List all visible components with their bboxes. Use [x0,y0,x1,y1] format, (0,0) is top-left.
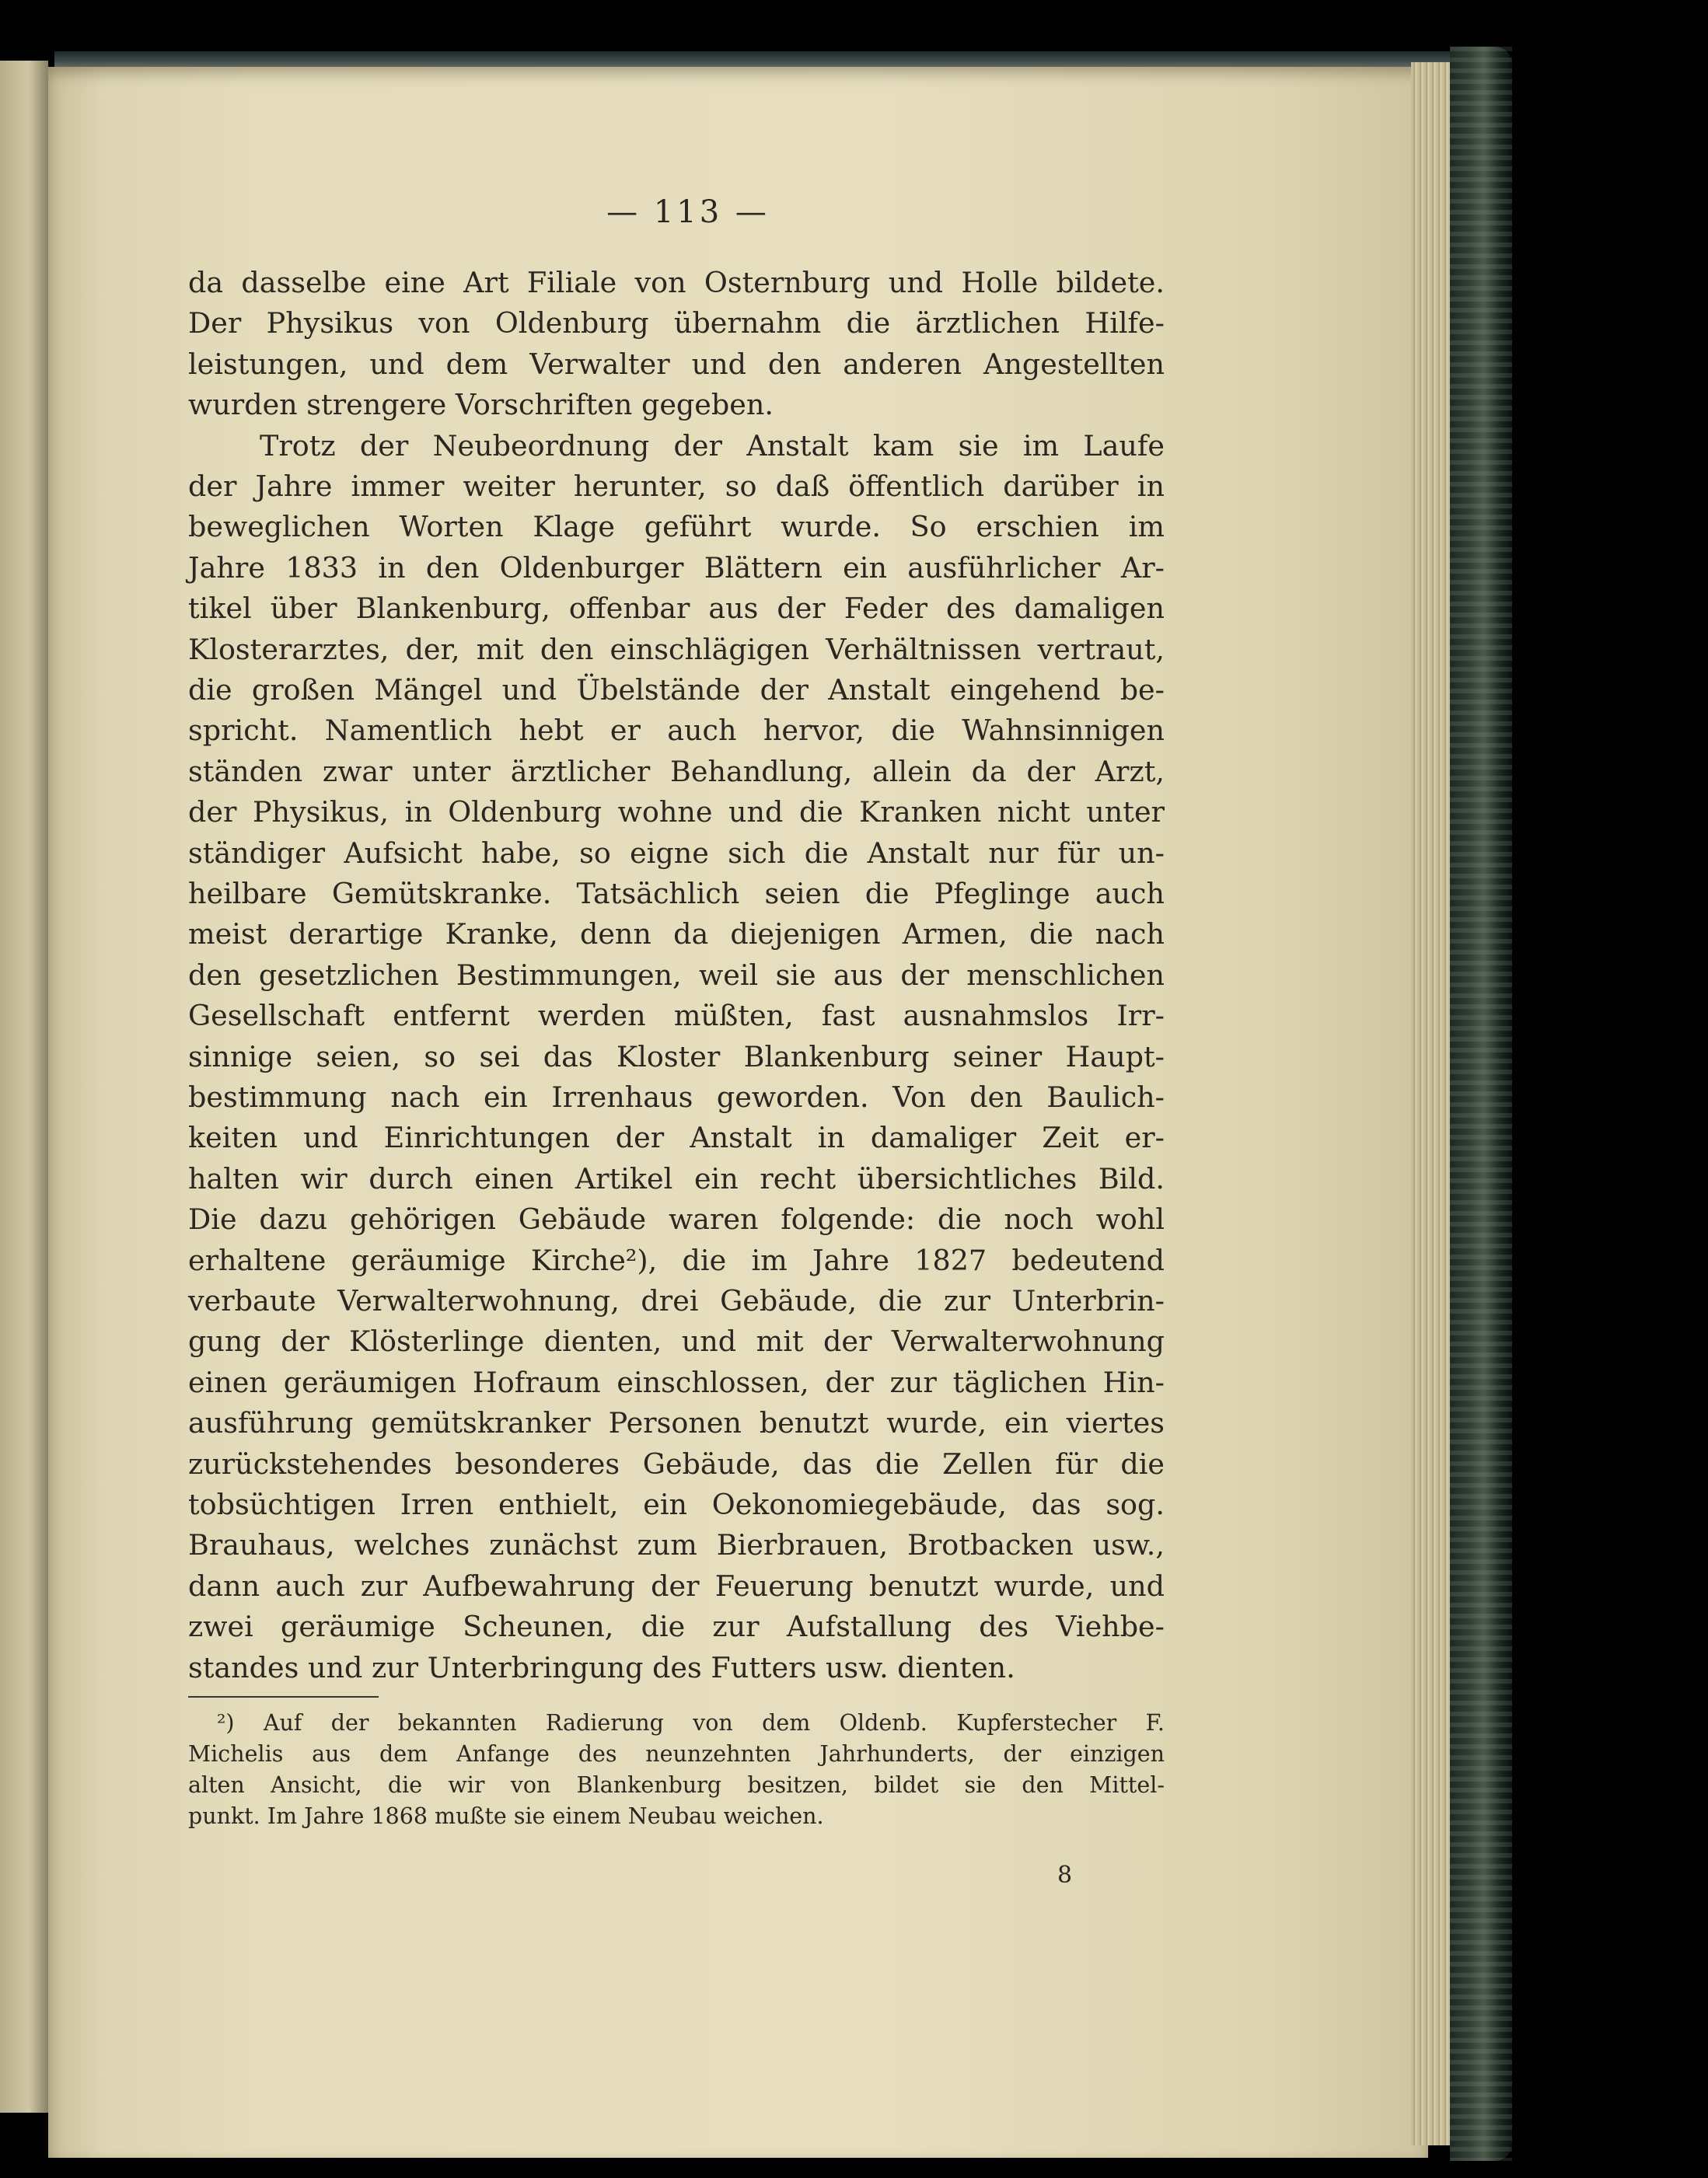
body-line: da dasselbe eine Art Filiale von Osternburg und Holle bildete. [188,266,1165,299]
body-line: sinnige seien, so sei das Kloster Blankenburg seiner Haupt- [188,1039,1165,1073]
body-line: die großen Mängel und Übelstände der Anstalt eingehend be- [188,673,1165,707]
body-line: zurückstehendes besonderes Gebäude, das die Zellen für die [188,1447,1165,1481]
body-line: heilbare Gemütskranke. Tatsächlich seien die Pfeglinge auch [188,877,1165,910]
body-line: tikel über Blankenburg, offenbar aus der Feder des damaligen [188,592,1165,626]
body-line: verbaute Verwalterwohnung, drei Gebäude, die zur Unterbrin- [188,1284,1165,1318]
body-line: dann auch zur Aufbewahrung der Feuerung benutzt wurde, und [188,1569,1165,1603]
body-line: Trotz der Neubeordnung der Anstalt kam sie im Laufe [260,428,1165,462]
body-line: der Jahre immer weiter herunter, so daß öffentlich darüber in [188,469,1165,503]
body-line: gung der Klösterlinge dienten, und mit der Verwalterwohnung [188,1325,1165,1359]
body-line: einen geräumigen Hofraum einschlossen, der zur täglichen Hin- [188,1365,1165,1399]
body-line: Gesellschaft entfernt werden müßten, fast ausnahmslos Irr- [188,999,1165,1033]
body-line: Die dazu gehörigen Gebäude waren folgende: die noch wohl [188,1202,1165,1237]
body-line: ausführung gemütskranker Personen benutzt wurde, ein viertes [188,1406,1165,1440]
book-cover-spine [1450,47,1512,2161]
signature-mark: 8 [1057,1862,1073,1889]
footnote-line: ²) Auf der bekannten Radierung von dem Oldenb. Kupferstecher F. [217,1710,1165,1736]
page-number: — 113 — [606,194,770,230]
body-line: spricht. Namentlich hebt er auch hervor, die Wahnsinnigen [188,714,1165,748]
body-line: beweglichen Worten Klage geführt wurde. So erschien im [188,510,1165,544]
body-line: erhaltene geräumige Kirche²), die im Jahre 1827 bedeutend [188,1243,1165,1277]
footnote-line: punkt. Im Jahre 1868 mußte sie einem Neubau weichen. [188,1803,824,1829]
footnote-line: Michelis aus dem Anfange des neunzehnten Jahrhunderts, der einzigen [188,1741,1165,1767]
body-line: Jahre 1833 in den Oldenburger Blättern ein ausführlicher Ar- [188,550,1165,585]
body-line: der Physikus, in Oldenburg wohne und die Kranken nicht unter [188,795,1165,829]
body-line: wurden strengere Vorschriften gegeben. [188,388,774,422]
body-line: zwei geräumige Scheunen, die zur Aufstallung des Viehbe- [188,1610,1165,1644]
body-line: ständiger Aufsicht habe, so eigne sich die Anstalt nur für un- [188,836,1165,870]
body-line: meist derartige Kranke, denn da diejenigen Armen, die nach [188,917,1165,951]
footnote-rule [188,1696,379,1698]
body-line: ständen zwar unter ärztlicher Behandlung, allein da der Arzt, [188,754,1165,788]
facing-page-edge [0,61,48,2113]
footnote-line: alten Ansicht, die wir von Blankenburg besitzen, bildet sie den Mittel- [188,1772,1165,1798]
body-line: standes und zur Unterbringung des Futters usw. dienten. [188,1650,1015,1684]
body-line: Klosterarztes, der, mit den einschlägigen Verhältnissen vertraut, [188,632,1165,666]
body-line: leistungen, und dem Verwalter und den anderen Angestellten [188,347,1165,381]
body-line: bestimmung nach ein Irrenhaus geworden. Von den Baulich- [188,1080,1165,1114]
body-line: tobsüchtigen Irren enthielt, ein Oekonomiegebäude, das sog. [188,1488,1165,1521]
body-line: Brauhaus, welches zunächst zum Bierbrauen, Brotbacken usw., [188,1528,1165,1562]
body-line: Der Physikus von Oldenburg übernahm die ärztlichen Hilfe- [188,306,1165,340]
body-line: keiten und Einrichtungen der Anstalt in damaliger Zeit er- [188,1121,1165,1155]
body-line: den gesetzlichen Bestimmungen, weil sie aus der menschlichen [188,958,1165,992]
body-line: halten wir durch einen Artikel ein recht übersichtliches Bild. [188,1161,1165,1195]
